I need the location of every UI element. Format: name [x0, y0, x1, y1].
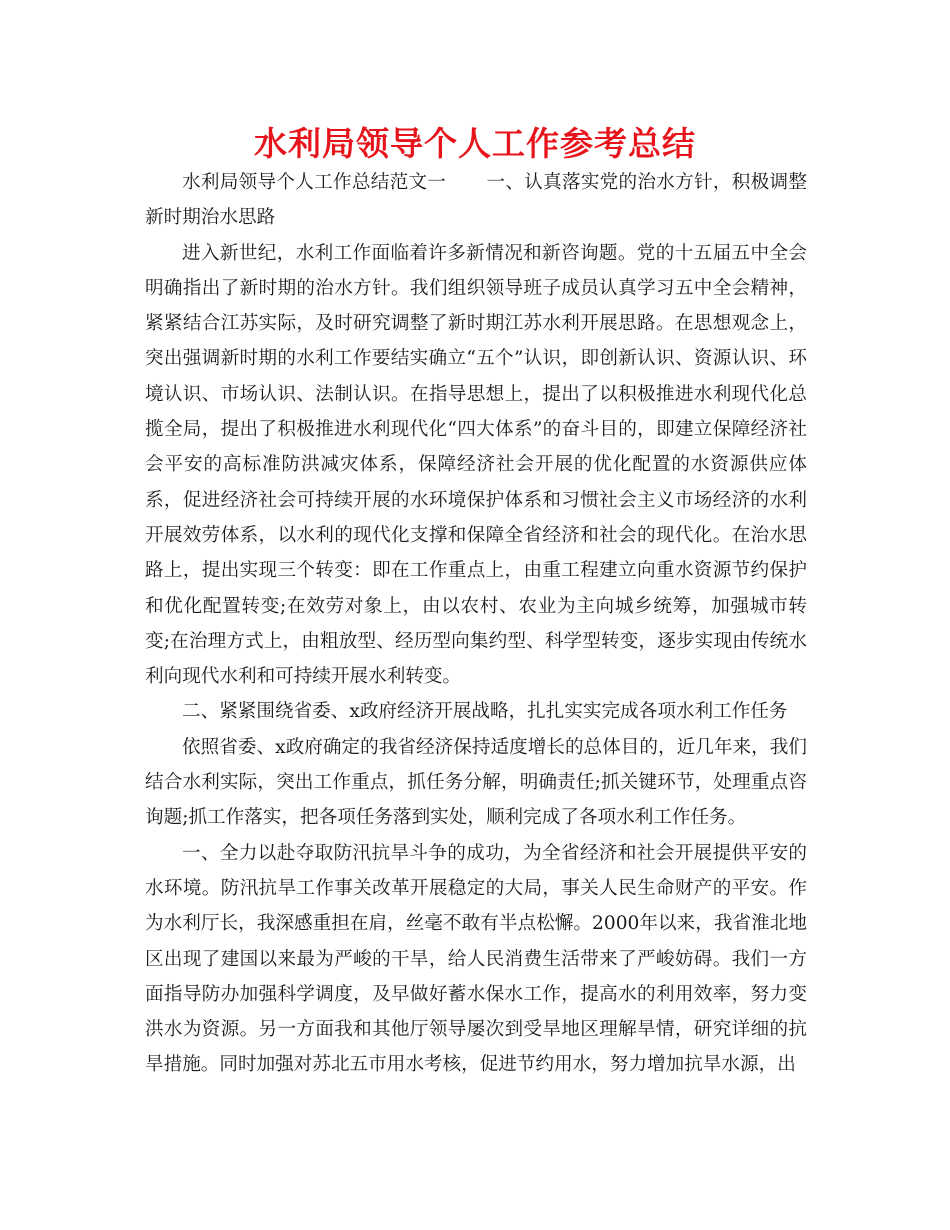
document-body	[145, 165, 807, 1083]
intro-heading: 水利局领导个人工作总结范文一	[182, 172, 447, 193]
paragraph-3: 依照省委、x政府确定的我省经济保持适度增长的总体目的，近几年来，我们结合水利实际，突出工作重点，抓任务分解，明确责任;抓关键环节，处理重点咨询题;抓工作落实，把各项任务落到实处，顺利完成了各项水利工作任务。	[145, 736, 807, 829]
paragraph-2: 二、紧紧围绕省委、x政府经济开展战略，扎扎实实完成各项水利工作任务	[182, 701, 788, 723]
intro-subheading: 一、认真落实党的治水方针，积极调整新时期治水思路	[145, 172, 807, 229]
document-title: 水利局领导个人工作参考总结	[254, 124, 696, 163]
paragraph-1: 进入新世纪，水利工作面临着许多新情况和新咨询题。党的十五届五中全会明确指出了新时期的治水方针。我们组织领导班子成员认真学习五中全会精神，紧紧结合江苏实际，及时研究调整了新时期江苏水利开展思路。在思想观念上，突出强调新时期的水利工作要结实确立“五个”认识，即创新认识、资源认识、环境认识、市场认识、法制认识。在指导思想上，提出了以积极推进水利现代化总揽全局，提出了积极推进水利现代化“四大体系”的奋斗目的，即建立保障经济社会平安的高标准防洪减灾体系，保障经济社会开展的优化配置的水资源供应体系，促进经济社会可持续开展的水环境保护体系和习惯社会主义市场经济的水利开展效劳体系，以水利的现代化支撑和保障全省经济和社会的现代化。在治水思路上，提出实现三个转变：即在工作重点上，由重工程建立向重水资源节约保护和优化配置转变;在效劳对象上，由以农村、农业为主向城乡统筹，加强城市转变;在治理方式上，由粗放型、经历型向集约型、科学型转变，逐步实现由传统水利向现代水利和可持续开展水利转变。	[145, 242, 807, 688]
paragraph-4: 一、全力以赴夺取防汛抗旱斗争的成功，为全省经济和社会开展提供平安的水环境。防汛抗旱工作事关改革开展稳定的大局，事关人民生命财产的平安。作为水利厅长，我深感重担在肩，丝毫不敢有半点松懈。2000年以来，我省淮北地区出现了建国以来最为严峻的干旱，给人民消费生活带来了严峻妨碍。我们一方面指导防办加强科学调度，及早做好蓄水保水工作，提高水的利用效率，努力变洪水为资源。另一方面我和其他厅领导屡次到受旱地区理解旱情，研究详细的抗旱措施。同时加强对苏北五市用水考核，促进节约用水，努力增加抗旱水源，出	[145, 842, 807, 1076]
intro-paragraph	[145, 165, 807, 236]
